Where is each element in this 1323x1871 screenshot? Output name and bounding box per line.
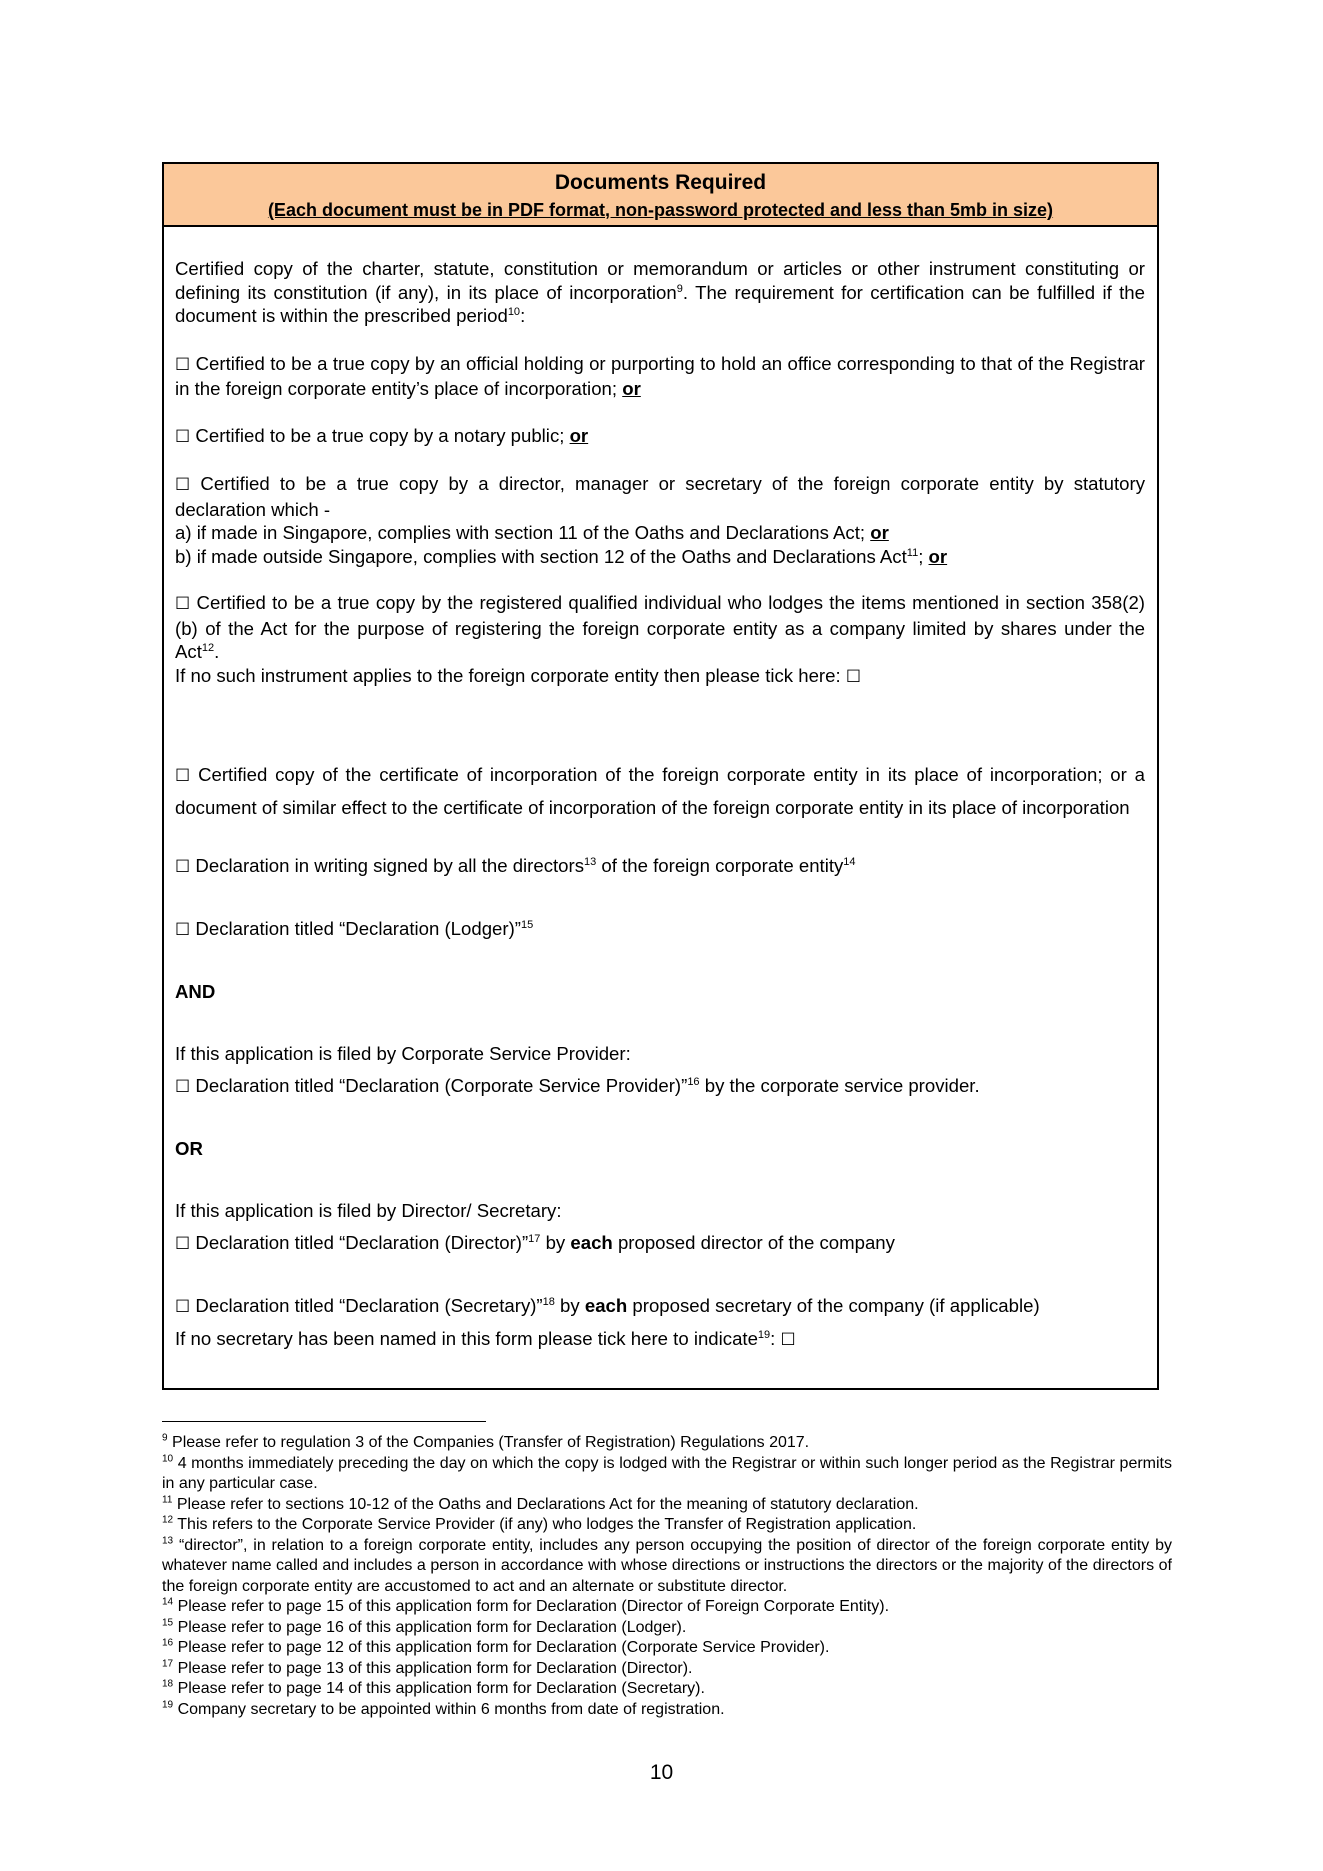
- no-secretary-text: If no secretary has been named in this form please tick here to indicate: [175, 1328, 758, 1349]
- decl-director-text: Declaration titled “Declaration (Director)”: [195, 1232, 529, 1253]
- header-subtitle-text: (Each document must be in PDF format, non-password protected and less than 5mb in size): [267, 200, 1054, 220]
- footnote-ref-9: 9: [676, 282, 683, 295]
- footnote-text: Please refer to page 14 of this application form for Declaration (Secretary).: [177, 1680, 705, 1697]
- footnote-ref-16: 16: [687, 1075, 700, 1088]
- footnote-separator: [162, 1421, 486, 1422]
- footnote-item: [162, 1515, 1172, 1536]
- footnote-ref-17: 17: [528, 1232, 541, 1245]
- footnotes: [162, 1433, 1172, 1720]
- footnote-text: “director”, in relation to a foreign corporate entity, includes any person occupying the position of director of the foreign corporate entity by whatever name called and includes a person in accordance with whose directions or instructions the directors or the majority of the directors of the foreign corporate entity are accustomed to act and an alternate or substitute director.: [162, 1536, 1172, 1595]
- decl-secretary-text-2: proposed secretary of the company (if applicable): [627, 1295, 1040, 1316]
- decl-lodger-text: Declaration titled “Declaration (Lodger)”: [195, 918, 521, 939]
- footnote-ref-15: 15: [520, 918, 534, 931]
- documents-required-box: [162, 162, 1159, 1390]
- footnote-text: Please refer to page 12 of this application form for Declaration (Corporate Service Provider).: [177, 1639, 830, 1656]
- footnote-number: 11: [162, 1494, 173, 1506]
- footnote-ref-12: 12: [201, 641, 215, 654]
- option-registrar: [175, 352, 1145, 401]
- footnote-number: 17: [162, 1658, 174, 1670]
- each-emphasis: each: [570, 1232, 613, 1253]
- footnote-text: Please refer to page 16 of this application form for Declaration (Lodger).: [177, 1618, 687, 1636]
- checkbox-icon[interactable]: ☐: [175, 857, 191, 877]
- decl-directors-text: Declaration in writing signed by all the directors: [195, 855, 585, 876]
- footnote-item: [162, 1679, 1172, 1700]
- intro-text-2: . The requirement for certification can be fulfilled if the document is within the prescribed period: [175, 281, 1145, 326]
- footnote-item: [162, 1454, 1172, 1495]
- no-instrument-text: If no such instrument applies to the foreign corporate entity then please tick here:: [175, 664, 841, 686]
- checkbox-icon[interactable]: ☐: [780, 1330, 796, 1350]
- footnote-number: 18: [162, 1678, 174, 1690]
- or-conjunction: or: [569, 424, 589, 446]
- page-number: 10: [649, 1761, 674, 1784]
- footnote-text: 4 months immediately preceding the day on which the copy is lodged with the Registrar or within such longer period as the Registrar permits in any particular case.: [162, 1454, 1172, 1492]
- checkbox-icon[interactable]: ☐: [175, 920, 191, 940]
- footnote-number: 16: [162, 1637, 174, 1649]
- footnote-item: [162, 1597, 1172, 1618]
- footnote-ref-14: 14: [843, 855, 856, 868]
- footnote-item: [162, 1700, 1172, 1721]
- checkbox-icon[interactable]: ☐: [175, 1077, 191, 1097]
- checkbox-icon[interactable]: ☐: [175, 354, 191, 375]
- footnote-item: [162, 1433, 1172, 1454]
- checkbox-icon[interactable]: ☐: [175, 426, 191, 447]
- footnote-number: 10: [162, 1453, 174, 1465]
- footnote-ref-13: 13: [584, 855, 597, 868]
- checkbox-icon[interactable]: ☐: [175, 475, 191, 495]
- decl-directors-item: [175, 850, 1145, 883]
- decl-secretary-text: Declaration titled “Declaration (Secretary)”: [195, 1295, 543, 1316]
- and-text: AND: [175, 981, 216, 1002]
- checkbox-icon[interactable]: ☐: [175, 594, 191, 614]
- decl-directors-text-2: of the foreign corporate entity: [596, 855, 844, 876]
- checkbox-icon[interactable]: ☐: [845, 666, 862, 687]
- footnote-item: [162, 1638, 1172, 1659]
- intro-text-3: :: [520, 305, 526, 326]
- footnote-text: Please refer to regulation 3 of the Companies (Transfer of Registration) Regulations 2017.: [172, 1434, 810, 1451]
- option-director-declaration: [175, 472, 1145, 521]
- semicolon: ;: [918, 545, 924, 567]
- csp-intro: If this application is filed by Corporate Service Provider:: [175, 1043, 631, 1064]
- decl-secretary-item: [175, 1290, 1145, 1323]
- decl-director-item: [175, 1227, 1145, 1260]
- cert-incorporation-text: Certified copy of the certificate of incorporation of the foreign corporate entity in its place of incorporation; or a document of similar effect to the certificate of incorporation of the foreign corporate entity in its place of incorporation: [175, 764, 1145, 818]
- footnote-text: Please refer to page 15 of this application form for Declaration (Director of Foreign Corporate Entity).: [177, 1598, 890, 1615]
- decl-lodger-item: [175, 913, 1145, 946]
- box-content: [164, 227, 1157, 1356]
- header-subtitle: [164, 199, 1157, 221]
- footnote-number: 12: [162, 1514, 174, 1526]
- and-label: [175, 976, 1145, 1008]
- option-qualified-individual-text: Certified to be a true copy by the registered qualified individual who lodges the items mentioned in section 358(2)(b) of the Act for the purpose of registering the foreign corporate entity as a company limited by shares under the Act: [175, 592, 1145, 662]
- checkbox-icon[interactable]: ☐: [175, 1234, 191, 1254]
- footnote-ref-10: 10: [507, 305, 521, 318]
- checkbox-icon[interactable]: ☐: [175, 1297, 191, 1317]
- decl-secretary-by: by: [554, 1295, 585, 1316]
- footnote-item: [162, 1659, 1172, 1680]
- each-emphasis: each: [584, 1295, 628, 1316]
- footnote-text: Please refer to sections 10-12 of the Oaths and Declarations Act for the meaning of statutory declaration.: [176, 1495, 919, 1513]
- footnote-text: Company secretary to be appointed within 6 months from date of registration.: [177, 1700, 725, 1718]
- footnote-item: [162, 1536, 1172, 1598]
- footnote-number: 15: [162, 1617, 174, 1629]
- colon: :: [770, 1328, 776, 1349]
- period: .: [214, 641, 220, 662]
- option-notary: [175, 424, 1145, 450]
- decl-csp-text-2: by the corporate service provider.: [699, 1075, 980, 1096]
- checkbox-icon[interactable]: ☐: [175, 766, 191, 786]
- footnote-item: [162, 1618, 1172, 1639]
- option-qualified-individual: [175, 591, 1145, 664]
- footnote-number: 19: [162, 1699, 174, 1711]
- footnote-ref-19: 19: [757, 1328, 771, 1341]
- or-conjunction: or: [870, 522, 889, 543]
- instrument-intro: [175, 257, 1145, 328]
- footnote-text: This refers to the Corporate Service Provider (if any) who lodges the Transfer of Registration application.: [177, 1516, 917, 1533]
- decl-director-by: by: [540, 1232, 571, 1253]
- footnote-number: 13: [162, 1535, 174, 1547]
- option-registrar-text: Certified to be a true copy by an official holding or purporting to hold an office corresponding to that of the Registrar in the foreign corporate entity’s place of incorporation;: [175, 352, 1145, 399]
- option-singapore: [175, 521, 1145, 545]
- footnote-number: 9: [162, 1432, 168, 1444]
- director-intro: If this application is filed by Director/ Secretary:: [175, 1200, 562, 1221]
- footnote-number: 14: [162, 1596, 174, 1608]
- cert-incorporation-item: [175, 759, 1145, 824]
- decl-csp-item: [175, 1070, 1145, 1103]
- option-director-declaration-text: Certified to be a true copy by a director, manager or secretary of the foreign corporate entity by statutory declaration which -: [175, 473, 1146, 520]
- box-header: [164, 164, 1157, 227]
- option-singapore-text: a) if made in Singapore, complies with section 11 of the Oaths and Declarations Act;: [175, 522, 866, 543]
- or-text: OR: [175, 1138, 203, 1159]
- option-outside-singapore-text: b) if made outside Singapore, complies with section 12 of the Oaths and Declarations Act: [175, 545, 907, 567]
- footnote-text: Please refer to page 13 of this application form for Declaration (Director).: [177, 1659, 693, 1677]
- decl-director-text-2: proposed director of the company: [612, 1232, 895, 1253]
- footnote-item: [162, 1495, 1172, 1516]
- option-outside-singapore: [175, 545, 1145, 569]
- footnote-ref-11: 11: [906, 546, 919, 559]
- option-notary-text: Certified to be a true copy by a notary public;: [195, 424, 565, 446]
- intro-text-1: Certified copy of the charter, statute, constitution or memorandum or articles or other instrument constituting or defining its constitution (if any), in its place of incorporation: [175, 258, 1145, 303]
- no-instrument-line: [175, 664, 1145, 690]
- footnote-ref-18: 18: [542, 1295, 555, 1308]
- header-title: Documents Required: [554, 171, 767, 194]
- or-conjunction: or: [622, 378, 641, 399]
- decl-csp-text: Declaration titled “Declaration (Corporate Service Provider)”: [195, 1075, 688, 1096]
- no-secretary-line: [175, 1323, 1145, 1356]
- or-label: [175, 1133, 1145, 1165]
- or-conjunction: or: [928, 545, 948, 567]
